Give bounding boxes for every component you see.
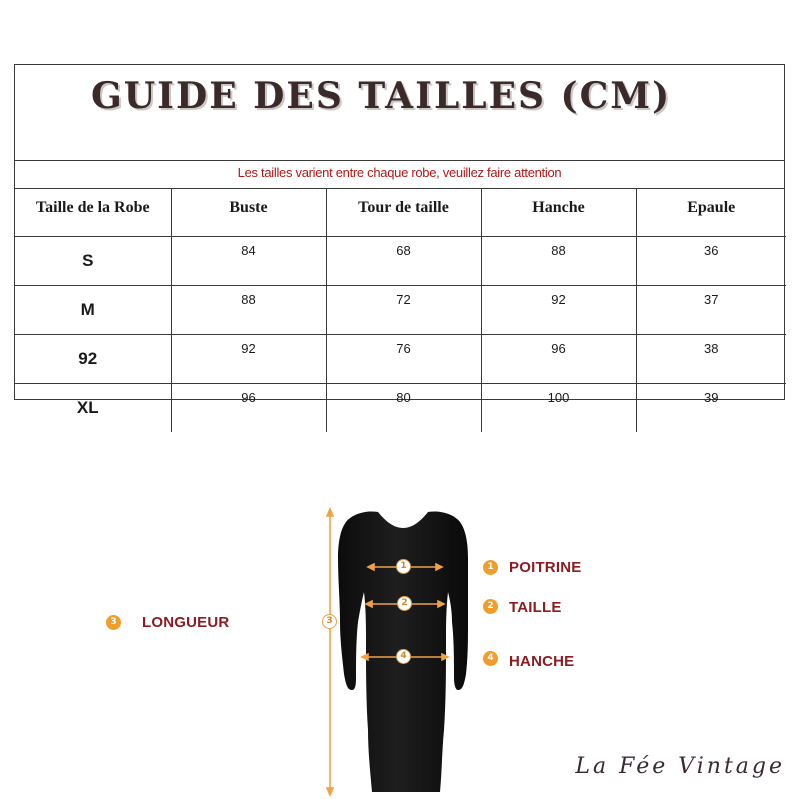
table-row [15, 335, 786, 384]
column-header-buste: Buste [171, 188, 326, 237]
length-arrow-top [327, 509, 333, 516]
buste-cell: 88 [171, 286, 326, 335]
waist-badge: 2 [397, 596, 412, 611]
poitrine-label: POITRINE [509, 559, 582, 576]
longueur-legend-badge: 3 [106, 615, 121, 630]
bust-badge: 1 [396, 559, 411, 574]
hanche-legend-badge: 4 [483, 651, 498, 666]
epaule-cell: 38 [636, 335, 786, 384]
buste-cell: 92 [171, 335, 326, 384]
taille-cell: 80 [326, 384, 481, 433]
table-row [15, 384, 786, 433]
buste-cell: 84 [171, 237, 326, 286]
taille-label: TAILLE [509, 599, 562, 616]
longueur-label: LONGUEUR [142, 614, 230, 631]
buste-cell: 96 [171, 384, 326, 433]
column-header-tour-de-taille: Tour de taille [326, 188, 481, 237]
hanche-cell: 96 [481, 335, 636, 384]
hip-arrow-left [362, 654, 368, 660]
size-cell: S [15, 237, 171, 286]
column-header-epaule: Epaule [636, 188, 786, 237]
epaule-cell: 39 [636, 384, 786, 433]
hanche-cell: 88 [481, 237, 636, 286]
table-row [15, 237, 786, 286]
hip-badge: 4 [396, 649, 411, 664]
taille-cell: 76 [326, 335, 481, 384]
size-cell: M [15, 286, 171, 335]
measurements-grid [15, 188, 786, 432]
title-row [15, 65, 784, 161]
size-cell: 92 [15, 335, 171, 384]
size-guide-table [14, 64, 785, 417]
page-title: GUIDE DES TAILLES (CM) [91, 75, 672, 117]
header-row [15, 188, 786, 237]
hanche-label: HANCHE [509, 653, 575, 670]
hip-arrow-right [442, 654, 448, 660]
epaule-cell: 37 [636, 286, 786, 335]
taille-cell: 72 [326, 286, 481, 335]
size-cell: XL [15, 384, 171, 433]
poitrine-legend-badge: 1 [483, 560, 498, 575]
epaule-cell: 36 [636, 237, 786, 286]
hanche-cell: 92 [481, 286, 636, 335]
taille-legend-badge: 2 [483, 599, 498, 614]
length-arrow-bottom [327, 788, 333, 795]
column-header-hanche: Hanche [481, 188, 636, 237]
size-warning: Les tailles varient entre chaque robe, veuillez faire attention [15, 160, 784, 189]
length-badge: 3 [322, 614, 337, 629]
column-header-size: Taille de la Robe [15, 188, 171, 237]
brand-logo: La Fée Vintage [575, 754, 785, 779]
taille-cell: 68 [326, 237, 481, 286]
table-row [15, 286, 786, 335]
hanche-cell: 100 [481, 384, 636, 433]
